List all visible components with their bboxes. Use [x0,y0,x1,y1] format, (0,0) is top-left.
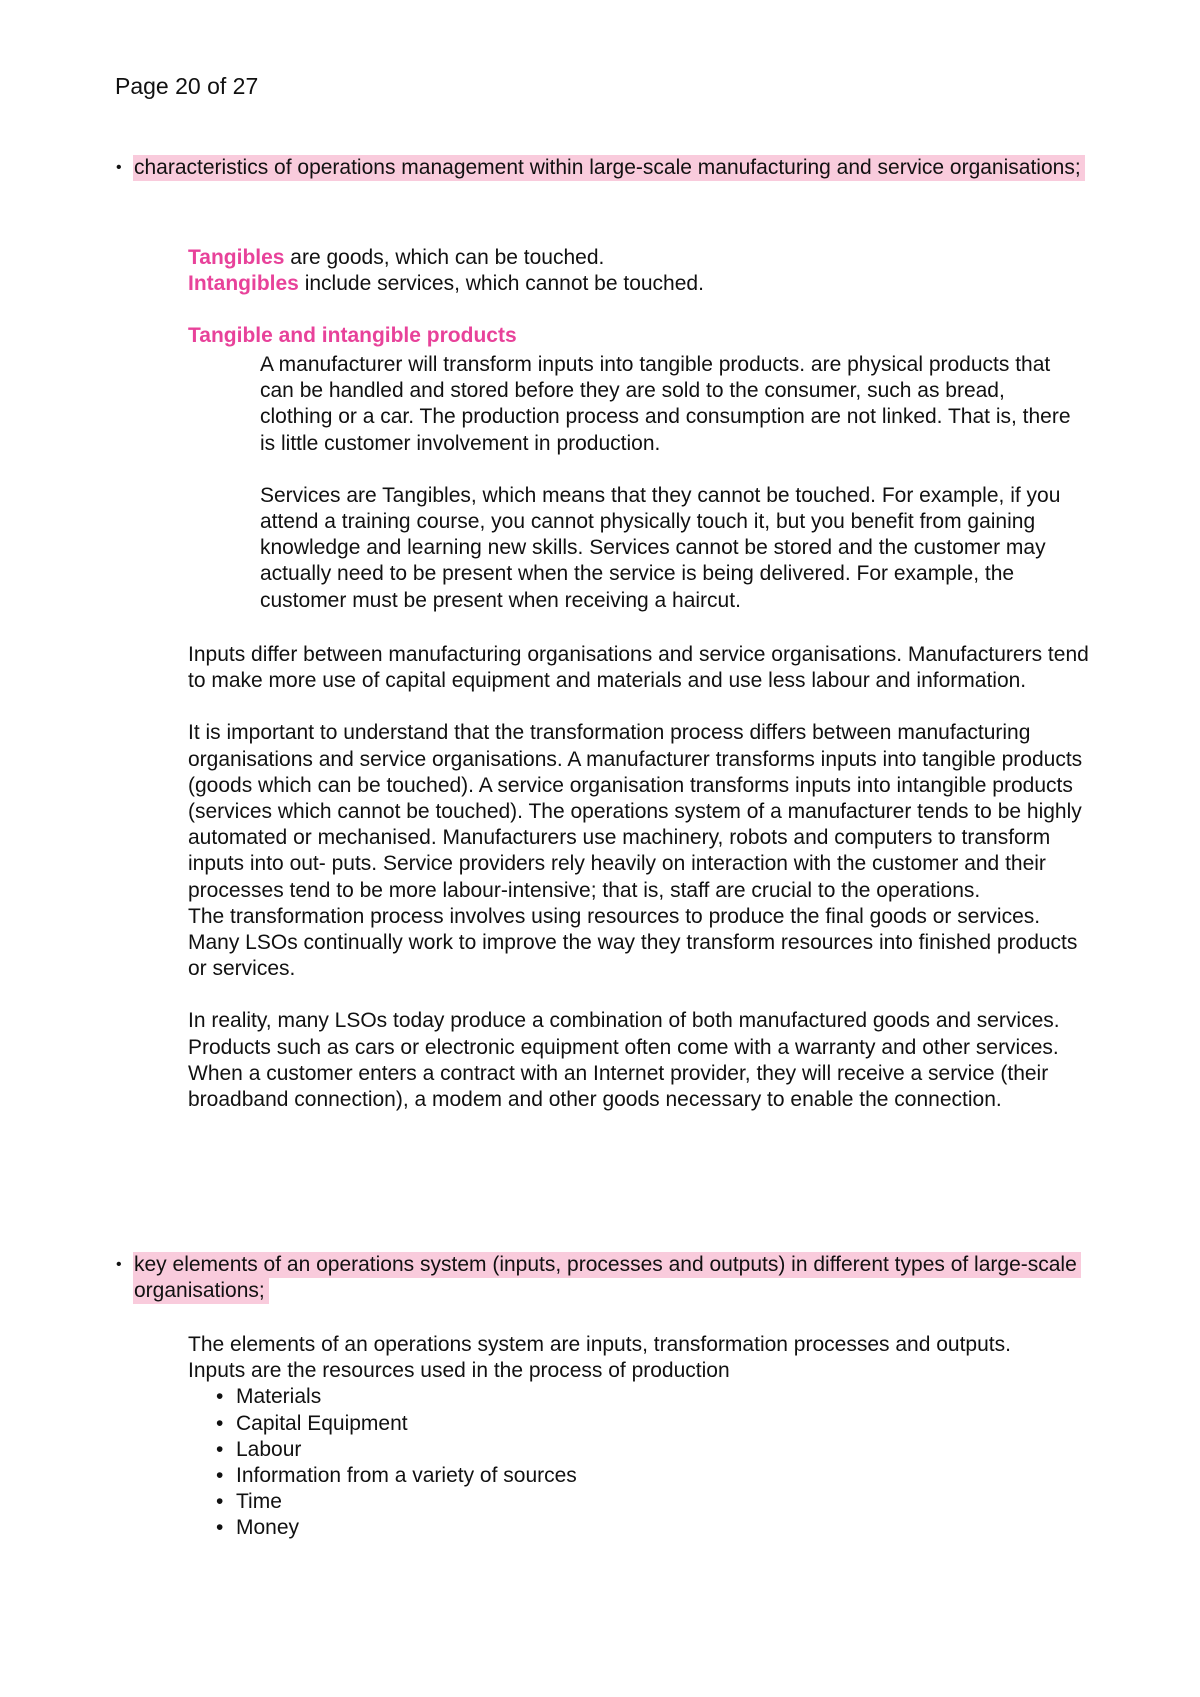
bullet-icon: • [116,1256,122,1273]
definitions-block [188,245,1068,350]
body-paragraphs [188,642,1090,1113]
list-item: • Labour [188,1437,1090,1463]
paragraph: Inputs differ between manufacturing organisations and service organisations. Manufacturers tend to make more use of capital equipment and materials and use less labour and information. [188,643,1089,693]
list-item: • Materials [188,1384,1090,1410]
subheading: Tangible and intangible products [188,324,517,348]
bullet-icon: • [216,1385,224,1409]
bullet-icon: • [116,159,122,176]
intangibles-term: Intangibles [188,272,299,296]
intangibles-text: include services, which cannot be touched. [298,272,704,296]
tangibles-term: Tangibles [188,246,285,269]
intangibles-definition [188,271,1068,297]
inputs-list [188,1384,1090,1541]
section-heading-2 [116,1252,1096,1304]
tangibles-text: are goods, which can be touched. [284,246,605,269]
page-number: Page 20 of 27 [115,73,259,99]
highlighted-heading: characteristics of operations management within large-scale manufacturing and service organisations; [133,155,1085,181]
paragraph: In reality, many LSOs today produce a combination of both manufactured goods and services. Products such as cars or electronic equipment often come with a warranty and other services. When a customer enters a contract with an Internet provider, they will receive a service (their broadband connection), a modem and other goods necessary to enable the connection. [188,1009,1060,1112]
section-heading-1 [116,155,1096,181]
paragraph: A manufacturer will transform inputs into tangible products. are physical products that can be handled and stored before they are sold to the consumer, such as bread, clothing or a car. The production process and consumption are not linked. That is, there is little customer involvement in production. [260,353,1071,455]
bullet-icon: • [216,1437,224,1461]
list-item: • Capital Equipment [188,1411,1090,1437]
list-item: • Time [188,1489,1090,1515]
elements-block [188,1332,1090,1542]
bullet-icon: • [216,1516,224,1540]
paragraph: The elements of an operations system are inputs, transformation processes and outputs. [188,1333,1011,1356]
tangibles-definition [188,245,1068,271]
paragraph: It is important to understand that the transformation process differs between manufacturing organisations and service organisations. A manufacturer transforms inputs into tangible products (goods which can be touched). A service organisation transforms inputs into intangible products (services which cannot be touched). The operations system of a manufacturer tends to be highly automated or mechanised. Manufacturers use machinery, robots and computers to transform inputs into out- puts. Service providers rely heavily on interaction with the customer and their processes tend to be more labour-intensive; that is, staff are crucial to the operations. [188,721,1083,902]
bullet-icon: • [216,1411,224,1435]
list-item: • Money [188,1515,1090,1541]
paragraph: Inputs are the resources used in the process of production [188,1359,730,1383]
sub-paragraphs [260,352,1082,614]
bullet-icon: • [216,1464,224,1488]
paragraph: The transformation process involves using resources to produce the final goods or services. Many LSOs continually work to improve the way they transform resources into finished products or services. [188,904,1078,981]
bullet-icon: • [216,1490,224,1514]
highlighted-heading: key elements of an operations system (inputs, processes and outputs) in different types of large-scale organisations; [133,1252,1081,1304]
list-item: • Information from a variety of sources [188,1463,1090,1489]
paragraph: Services are Tangibles, which means that they cannot be touched. For example, if you attend a training course, you cannot physically touch it, but you benefit from gaining knowledge and learning new skills. Services cannot be stored and the customer may actually need to be present when the service is being delivered. For example, the customer must be present when receiving a haircut. [260,483,1061,612]
